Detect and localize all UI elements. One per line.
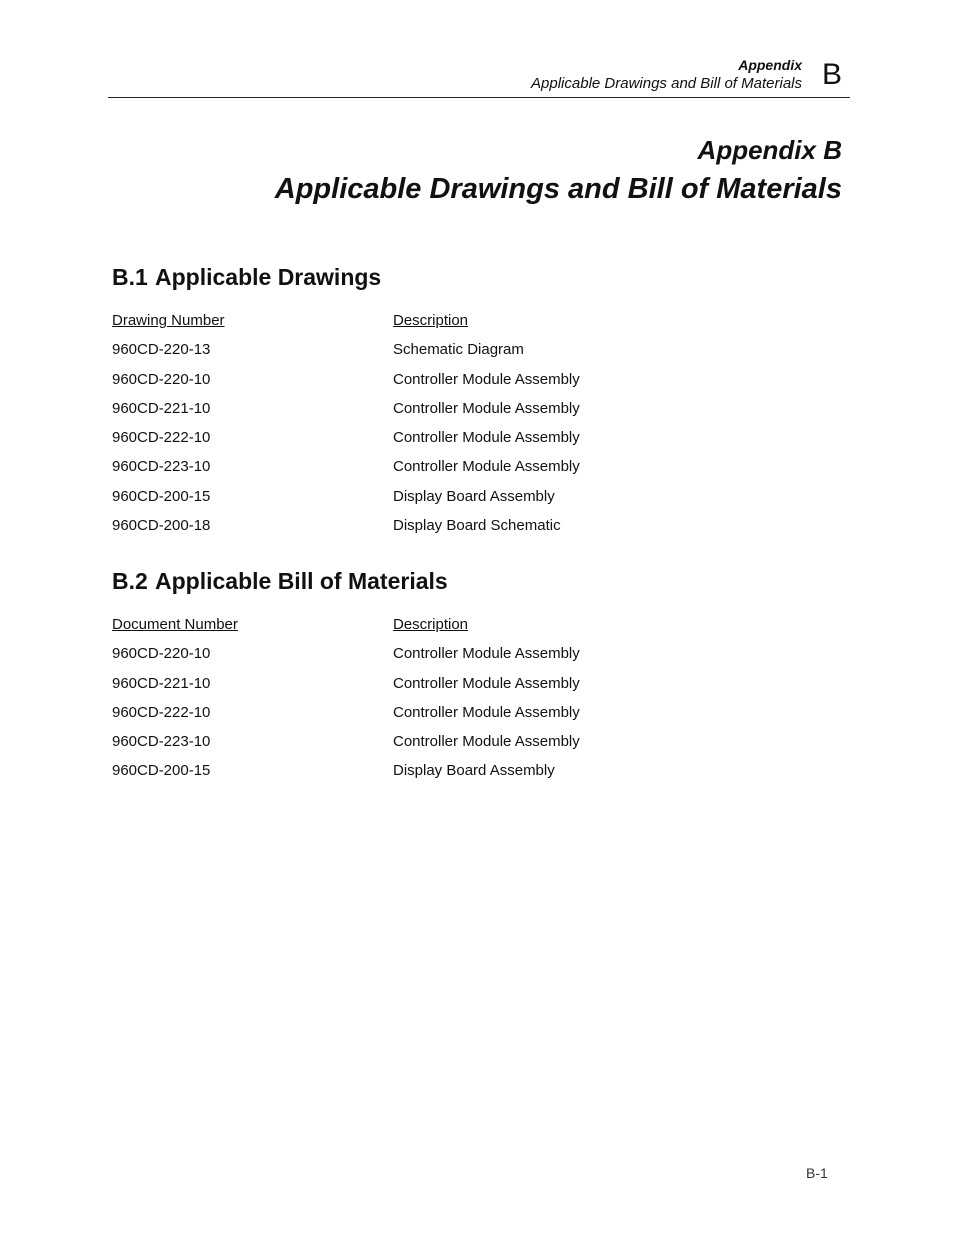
running-head — [108, 56, 850, 98]
column-header-document-number: Document Number — [112, 616, 238, 633]
chapter-title — [275, 132, 842, 210]
chapter-title-appendix: Appendix B — [697, 135, 842, 165]
running-head-title: Applicable Drawings and Bill of Materials — [531, 75, 802, 92]
section-title: Applicable Drawings — [155, 264, 382, 290]
table-header-row — [112, 616, 762, 645]
description: Schematic Diagram — [393, 341, 524, 359]
description: Controller Module Assembly — [393, 458, 580, 476]
description: Controller Module Assembly — [393, 733, 580, 751]
section-applicable-bill-of-materials — [112, 566, 762, 792]
table-row — [112, 704, 762, 733]
drawing-number: 960CD-220-13 — [112, 341, 211, 359]
column-header-drawing-number: Drawing Number — [112, 312, 225, 329]
column-header-description: Description — [393, 312, 469, 329]
section-number: B.1 — [112, 264, 148, 290]
description: Controller Module Assembly — [393, 645, 580, 663]
drawing-number: 960CD-221-10 — [112, 399, 211, 417]
running-head-letter: B — [821, 58, 842, 91]
table-row — [112, 762, 762, 791]
document-number: 960CD-221-10 — [112, 674, 211, 692]
page-number: B-1 — [806, 1165, 828, 1181]
drawing-number: 960CD-223-10 — [112, 458, 211, 476]
section-title: Applicable Bill of Materials — [155, 568, 448, 594]
description: Controller Module Assembly — [393, 674, 580, 692]
table-row — [112, 341, 762, 370]
description: Display Board Assembly — [393, 487, 555, 505]
table-row — [112, 733, 762, 762]
description: Controller Module Assembly — [393, 399, 580, 417]
table-header-row — [112, 312, 762, 341]
table-row — [112, 371, 762, 400]
column-header-description: Description — [393, 616, 469, 633]
chapter-title-main: Applicable Drawings and Bill of Materials — [274, 173, 842, 205]
table-row — [112, 458, 762, 487]
table-row — [112, 400, 762, 429]
drawing-number: 960CD-200-18 — [112, 517, 211, 535]
table-row — [112, 517, 762, 546]
running-head-text — [531, 56, 802, 93]
table-row — [112, 488, 762, 517]
table-row — [112, 429, 762, 458]
section-number: B.2 — [112, 568, 148, 594]
table-row — [112, 675, 762, 704]
document-number: 960CD-222-10 — [112, 703, 211, 721]
description: Controller Module Assembly — [393, 703, 580, 721]
description: Controller Module Assembly — [393, 370, 580, 388]
document-number: 960CD-220-10 — [112, 645, 211, 663]
drawing-number: 960CD-222-10 — [112, 429, 211, 447]
document-number: 960CD-223-10 — [112, 733, 211, 751]
description: Display Board Schematic — [393, 517, 561, 535]
section-applicable-drawings — [112, 262, 762, 546]
section-heading — [112, 262, 762, 292]
description: Display Board Assembly — [393, 762, 555, 780]
document-number: 960CD-200-15 — [112, 762, 211, 780]
description: Controller Module Assembly — [393, 429, 580, 447]
drawing-number: 960CD-220-10 — [112, 370, 211, 388]
running-head-appendix: Appendix — [738, 57, 802, 73]
section-heading — [112, 566, 762, 596]
table-row — [112, 645, 762, 674]
drawing-number: 960CD-200-15 — [112, 487, 211, 505]
